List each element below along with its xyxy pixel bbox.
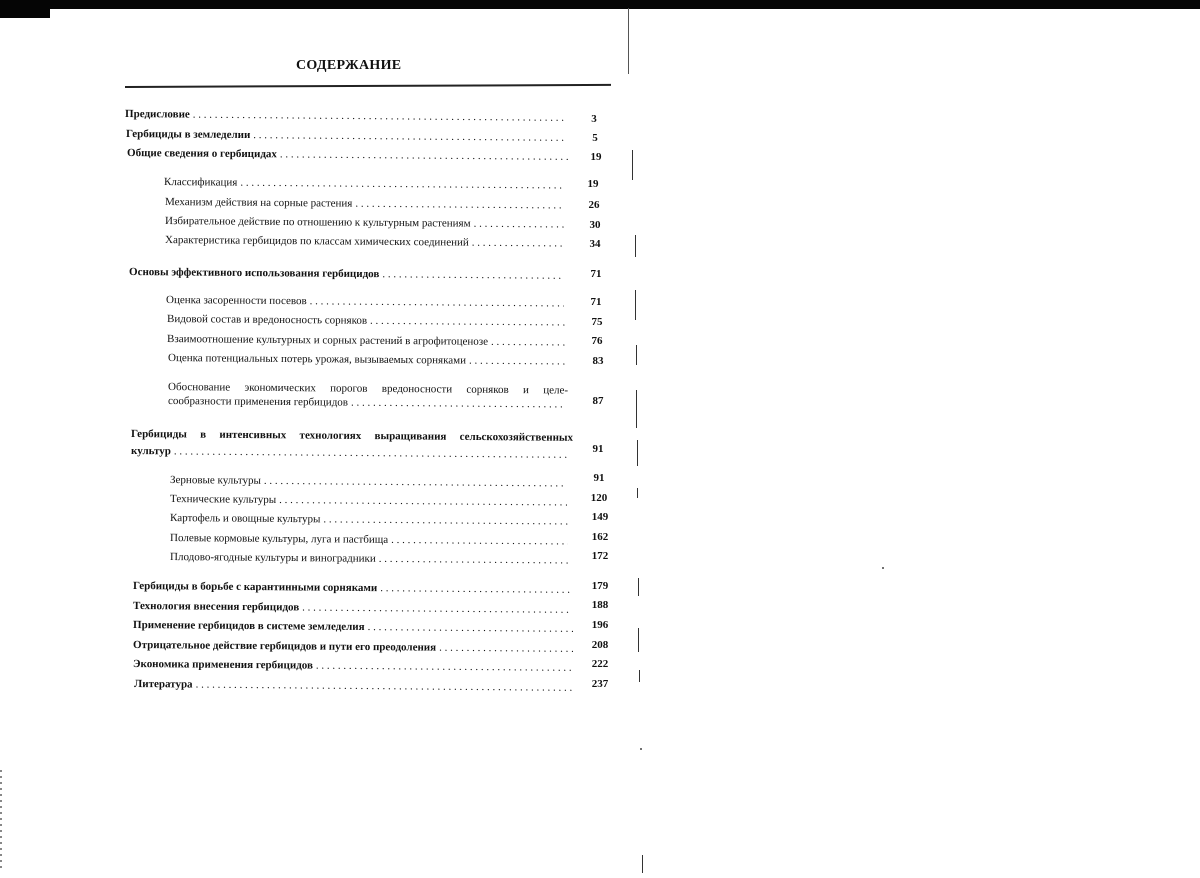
toc-entry[interactable]	[168, 349, 567, 368]
toc-dot-leader	[174, 445, 568, 461]
toc-page-number: 71	[590, 296, 602, 308]
toc-page-number: 208	[591, 639, 609, 651]
toc-entry-label: Основы эффективного использования гербицидов	[129, 266, 380, 281]
toc-page-number: 75	[591, 316, 603, 328]
toc-dot-leader	[351, 397, 565, 412]
toc-page-number: 237	[591, 678, 609, 690]
toc-entry[interactable]	[165, 193, 563, 212]
toc-dot-leader	[355, 198, 563, 213]
toc-entry-line1: Обоснование экономических порогов вредоносности сорняков и целе-	[168, 381, 569, 397]
toc-page-number: 149	[591, 511, 609, 523]
toc-dot-leader	[379, 553, 569, 568]
toc-entry-label: Классификация	[164, 176, 238, 189]
toc-entry-line1: Гербициды в интенсивных технологиях выращивания сельскохозяйственных	[131, 428, 574, 444]
toc-page-number: 179	[591, 580, 609, 592]
toc-entry-label: Оценка засоренности посевов	[166, 294, 307, 308]
toc-entry-label: культур	[131, 445, 171, 458]
toc-entry-label: Зерновые культуры	[170, 474, 261, 487]
toc-page-number: 196	[591, 619, 609, 631]
toc-dot-leader	[196, 679, 574, 695]
toc-page-number: 162	[591, 531, 609, 543]
toc-dot-leader	[474, 218, 565, 232]
toc-entry[interactable]	[170, 471, 566, 490]
title-rule	[125, 84, 611, 88]
toc-entry-label: Механизм действия на сорные растения	[165, 196, 353, 210]
toc-page-number: 87	[592, 395, 604, 407]
toc-entry-label: Предисловие	[125, 108, 190, 121]
toc-page-number: 30	[589, 219, 601, 231]
toc-entry-label: Гербициды в борьбе с карантинными сорняками	[133, 580, 378, 595]
toc-page-number: 26	[588, 199, 600, 211]
toc-entry[interactable]	[134, 675, 573, 695]
toc-page-number: 19	[590, 151, 602, 163]
toc-entry-label: Плодово-ягодные культуры и виноградники	[170, 551, 376, 565]
toc-page-number: 19	[587, 178, 599, 190]
toc-page-number: 172	[591, 550, 609, 562]
toc-page-number: 3	[591, 113, 597, 125]
toc-entry-label: Литература	[134, 678, 193, 691]
toc-dot-leader	[382, 268, 563, 283]
toc-dot-leader	[323, 513, 568, 528]
toc-entry-label: Технические культуры	[170, 493, 277, 506]
toc-entry[interactable]	[131, 442, 568, 462]
toc-dot-leader	[469, 355, 567, 369]
toc-entry[interactable]	[125, 105, 566, 125]
toc-page-number: 188	[591, 599, 609, 611]
toc-entry-label: Полевые кормовые культуры, луга и пастбища	[170, 532, 389, 546]
toc-page-number: 120	[590, 492, 608, 504]
toc-dot-leader	[368, 621, 574, 636]
toc-entry[interactable]	[133, 655, 573, 675]
toc-dot-leader	[491, 336, 566, 350]
toc-entry[interactable]	[127, 144, 568, 164]
toc-dot-leader	[439, 642, 573, 656]
toc-page-number: 71	[590, 268, 602, 280]
toc-entry[interactable]	[133, 636, 573, 656]
toc-page-number: 5	[592, 132, 598, 144]
toc-entry[interactable]	[126, 125, 567, 145]
toc-dot-leader	[472, 237, 566, 251]
toc-entry-label: Общие сведения о гербицидах	[127, 147, 277, 161]
toc-entry[interactable]	[133, 616, 573, 636]
toc-dot-leader	[380, 582, 572, 597]
toc-entry-label: Гербициды в земледелии	[126, 128, 251, 142]
toc-dot-leader	[310, 295, 564, 310]
toc-entry-label: сообразности применения гербицидов	[168, 395, 349, 409]
toc-page-number: 91	[593, 472, 605, 484]
toc-dot-leader	[302, 601, 572, 616]
toc-entry-label: Экономика применения гербицидов	[133, 658, 314, 672]
toc-page-number: 222	[591, 658, 609, 670]
toc-entry[interactable]	[164, 173, 562, 192]
toc-entry-label: Технология внесения гербицидов	[133, 600, 300, 614]
toc-entry[interactable]	[133, 597, 572, 617]
toc-entry-label: Отрицательное действие гербицидов и пути его преодоления	[133, 639, 437, 654]
toc-entry[interactable]	[170, 509, 568, 528]
toc-page-number: 76	[591, 335, 603, 347]
toc-dot-leader	[193, 109, 566, 125]
toc-page-number: 91	[592, 443, 604, 455]
toc-entry[interactable]	[170, 529, 568, 548]
toc-entry[interactable]	[133, 577, 572, 597]
toc-dot-leader	[391, 534, 568, 549]
toc-entry-label: Взаимоотношение культурных и сорных растений в агрофитоценозе	[167, 333, 489, 348]
toc-dot-leader	[316, 660, 573, 675]
toc-entry-label: Картофель и овощные культуры	[170, 512, 321, 526]
toc-dot-leader	[370, 315, 565, 330]
toc-entry[interactable]	[168, 392, 565, 411]
toc-title: СОДЕРЖАНИЕ	[296, 58, 402, 73]
toc-entry-label: Избирательное действие по отношению к культурным растениям	[165, 215, 471, 230]
toc-page-number: 83	[592, 355, 604, 367]
toc-entry-label: Применение гербицидов в системе земледелия	[133, 619, 365, 634]
toc-entry[interactable]	[165, 212, 564, 231]
toc-entry[interactable]	[165, 231, 566, 250]
toc-dot-leader	[280, 148, 568, 164]
toc-dot-leader	[240, 177, 562, 193]
toc-entry-label: Оценка потенциальных потерь урожая, вызываемых сорняками	[168, 352, 467, 367]
toc-dot-leader	[264, 475, 566, 491]
toc-entry-label: Видовой состав и вредоносность сорняков	[167, 313, 368, 327]
toc-entry[interactable]	[166, 291, 564, 310]
toc-entry[interactable]	[129, 263, 563, 283]
toc-entry[interactable]	[167, 330, 566, 349]
toc-dot-leader	[253, 129, 567, 145]
toc-entry-label: Характеристика гербицидов по классам химических соединений	[165, 234, 469, 249]
toc-dot-leader	[279, 494, 567, 510]
toc-entry[interactable]	[170, 490, 567, 509]
toc-page-number: 34	[589, 238, 601, 250]
toc-entry[interactable]	[167, 310, 565, 329]
toc-entry[interactable]	[170, 548, 569, 567]
